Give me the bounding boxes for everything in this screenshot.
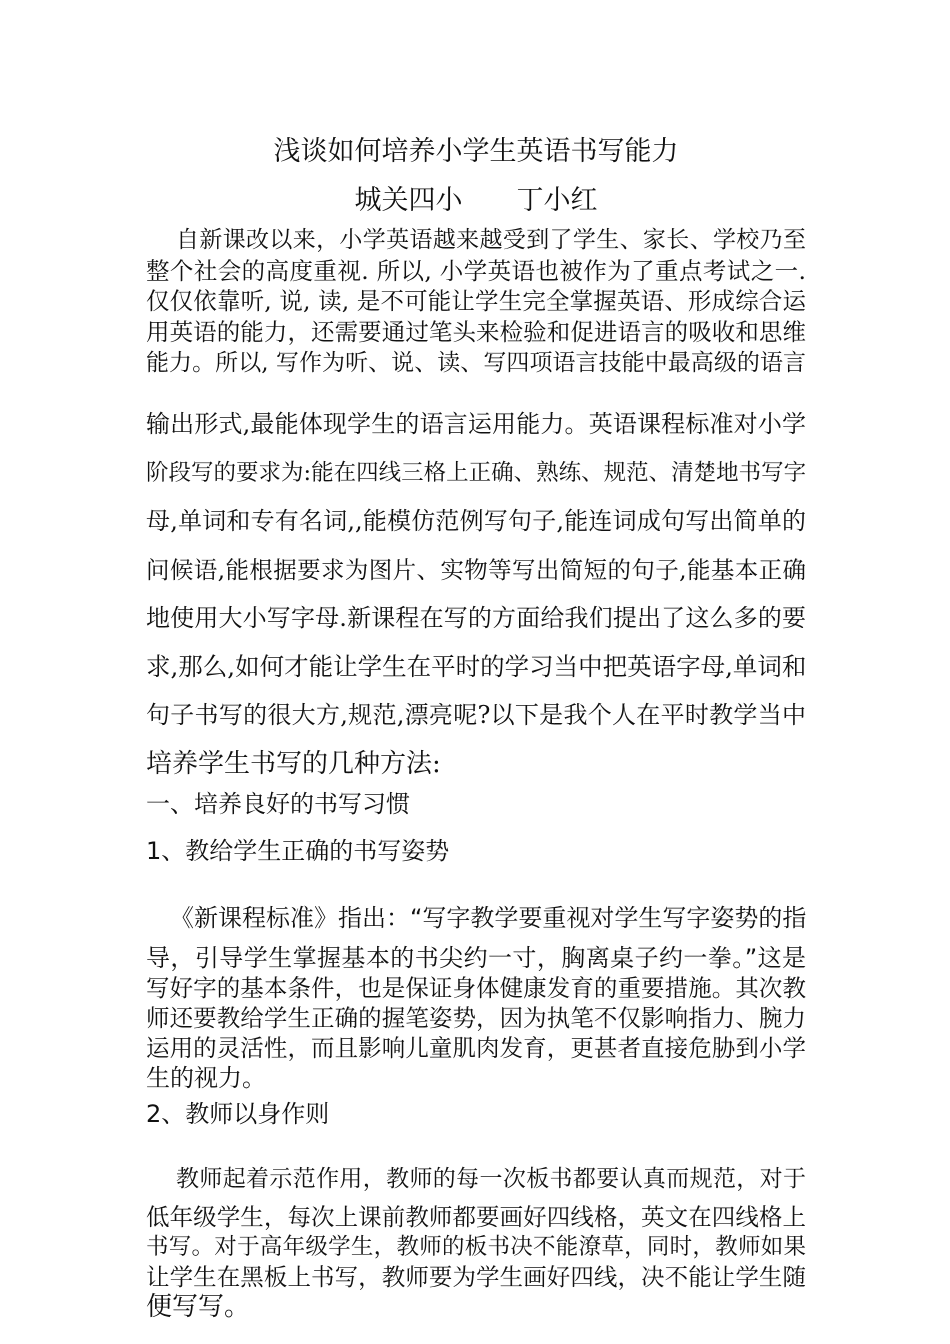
paragraph-line: 运用的灵活性，而且影响儿童肌肉发育，更甚者直接危胁到小学 xyxy=(146,1034,806,1062)
paragraph-line: 便写写。 xyxy=(146,1292,251,1322)
paragraph-line: 师还要教给学生正确的握笔姿势，因为执笔不仅影响指力、腕力 xyxy=(146,1004,806,1032)
paragraph-line: 生的视力。 xyxy=(146,1064,266,1092)
document-title: 浅谈如何培养小学生英语书写能力 xyxy=(273,136,679,167)
paragraph-line: 书写。对于高年级学生，教师的板书决不能潦草，同时，教师如果 xyxy=(146,1234,806,1260)
paragraph-line: 输出形式,最能体现学生的语言运用能力。英语课程标准对小学 xyxy=(146,410,806,438)
paragraph-line: 写好字的基本条件，也是保证身体健康发育的重要措施。其次教 xyxy=(146,974,806,1002)
author-line: 城关四小 丁小红 xyxy=(354,185,598,216)
paragraph-line: 低年级学生，每次上课前教师都要画好四线格，英文在四线格上 xyxy=(146,1203,806,1231)
paragraph-line: 导，引导学生掌握基本的书尖约一寸，胸离桌子约一拳。”这是 xyxy=(146,944,806,972)
paragraph-line: 培养学生书写的几种方法: xyxy=(146,749,441,779)
paragraph-line: 母,单词和专有名词,,能模仿范例写句子,能连词成句写出简单的 xyxy=(146,507,806,535)
paragraph-line: 地使用大小写字母.新课程在写的方面给我们提出了这么多的要 xyxy=(146,604,806,632)
paragraph-line: 自新课改以来，小学英语越来越受到了学生、家长、学校乃至 xyxy=(176,227,806,253)
paragraph-line: 能力。所以, 写作为听、说、读、写四项语言技能中最高级的语言 xyxy=(146,350,806,376)
subsection-heading: 1、教给学生正确的书写姿势 xyxy=(146,837,450,865)
paragraph-line: 求,那么,如何才能让学生在平时的学习当中把英语字母,单词和 xyxy=(146,652,807,681)
paragraph-line: 用英语的能力，还需要通过笔头来检验和促进语言的吸收和思维 xyxy=(146,318,806,346)
paragraph-line: 阶段写的要求为:能在四线三格上正确、熟练、规范、清楚地书写字 xyxy=(146,460,807,486)
paragraph-line: 整个社会的高度重视. 所以, 小学英语也被作为了重点考试之一. xyxy=(146,257,806,285)
paragraph-line: 仅仅依靠听, 说, 读, 是不可能让学生完全掌握英语、形成综合运 xyxy=(146,287,806,315)
section-heading: 一、培养良好的书写习惯 xyxy=(146,790,410,818)
paragraph-line: 让学生在黑板上书写，教师要为学生画好四线，决不能让学生随 xyxy=(146,1263,806,1291)
paragraph-line: 句子书写的很大方,规范,漂亮呢?以下是我个人在平时教学当中 xyxy=(146,701,806,729)
paragraph-line: 问候语,能根据要求为图片、实物等写出简短的句子,能基本正确 xyxy=(146,556,806,584)
subsection-heading: 2、教师以身作则 xyxy=(146,1100,330,1128)
paragraph-line: 《新课程标准》指出：“写字教学要重视对学生写字姿势的指 xyxy=(170,904,807,932)
paragraph-line: 教师起着示范作用，教师的每一次板书都要认真而规范，对于 xyxy=(176,1166,806,1192)
